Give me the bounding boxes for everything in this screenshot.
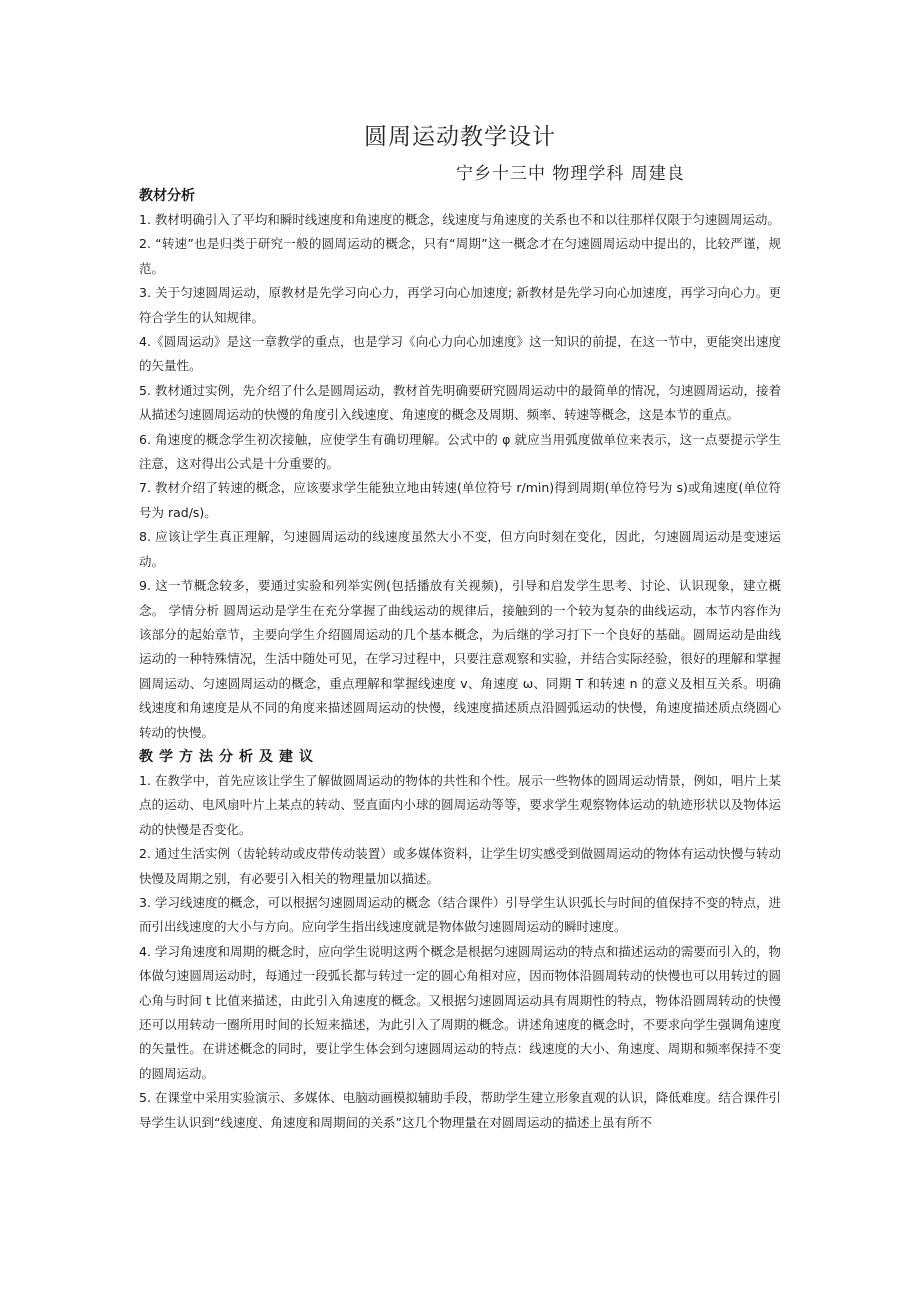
document-title: 圆周运动教学设计 <box>364 124 556 150</box>
paragraph: 2. “转速”也是归类于研究一般的圆周运动的概念，只有“周期”这一概念才在匀速圆周运动中提出的，比较严谨，规范。 <box>139 236 781 276</box>
paragraph: 7. 教材介绍了转速的概念，应该要求学生能独立地由转速(单位符号 r/min)得到周期(单位符号为 s)或角速度(单位符号为 rad/s)。 <box>139 480 781 520</box>
paragraph: 5. 教材通过实例，先介绍了什么是圆周运动，教材首先明确要研究圆周运动中的最简单的情况，匀速圆周运动，接着从描述匀速圆周运动的快慢的角度引入线速度、角速度的概念及周期、频率、转速等概念，这是本节的重点。 <box>139 382 781 423</box>
paragraph: 8. 应该让学生真正理解，匀速圆周运动的线速度虽然大小不变，但方向时刻在变化，因此，匀速圆周运动是变速运动。 <box>139 529 781 569</box>
paragraph: 3. 学习线速度的概念，可以根据匀速圆周运动的概念（结合课件）引导学生认识弧长与时间的值保持不变的特点，进而引出线速度的大小与方向。应向学生指出线速度就是物体做匀速圆周运动的瞬时速度。 <box>139 894 781 935</box>
section-heading-teaching-methods: 教学方法分析及建议 <box>139 748 319 765</box>
paragraph: 3. 关于匀速圆周运动，原教材是先学习向心力，再学习向心加速度; 新教材是先学习向心加速度，再学习向心力。更符合学生的认知规律。 <box>139 285 781 325</box>
paragraph: 5. 在课堂中采用实验演示、多媒体、电脑动画模拟辅助手段，帮助学生建立形象直观的认识，降低难度。结合课件引导学生认识到“线速度、角速度和周期间的关系”这几个物理量在对圆周运动的描述上虽有所不 <box>139 1090 781 1130</box>
paragraph: 6. 角速度的概念学生初次接触，应使学生有确切理解。公式中的 φ 就应当用弧度做单位来表示，这一点要提示学生注意，这对得出公式是十分重要的。 <box>139 431 781 472</box>
document-author: 宁乡十三中 物理学科 周建良 <box>456 164 685 184</box>
paragraph: 1. 在教学中，首先应该让学生了解做圆周运动的物体的共性和个性。展示一些物体的圆周运动情景，例如，唱片上某点的运动、电风扇叶片上某点的转动、竖直面内小球的圆周运动等等，要求学生观察物体运动的轨迹形状以及物体运动的快慢是否变化。 <box>139 772 781 837</box>
paragraph: 1. 教材明确引入了平均和瞬时线速度和角速度的概念，线速度与角速度的关系也不和以往那样仅限于匀速圆周运动。 <box>139 212 780 227</box>
paragraph: 4.《圆周运动》是这一章教学的重点，也是学习《向心力向心加速度》这一知识的前提，在这一节中，更能突出速度的矢量性。 <box>139 334 781 374</box>
document-body <box>139 184 781 1135</box>
paragraph: 9. 这一节概念较多，要通过实验和列举实例(包括播放有关视频)，引导和启发学生思考、讨论、认识现象，建立概念。 学情分析 圆周运动是学生在充分掌握了曲线运动的规律后，接触到的一个较为复杂的曲线运动，本节内容作为该部分的起始章节，主要向学生介绍圆周运动的几个基本概念，为后继的学习打下一个良好的基础。圆周运动是曲线运动的一种特殊情况，生活中随处可见，在学习过程中，只要注意观察和实验，并结合实际经验，很好的理解和掌握圆周运动、匀速圆周运动的概念，重点理解和掌握线速度 v、角速度 ω、同期 T 和转速 n 的意义及相互关系。明确线速度和角速度是从不同的角度来描述圆周运动的快慢，线速度描述质点沿圆弧运动的快慢，角速度描述质点绕圆心转动的快慢。 <box>139 578 781 740</box>
paragraph: 2. 通过生活实例（齿轮转动或皮带传动装置）或多媒体资料，让学生切实感受到做圆周运动的物体有运动快慢与转动快慢及周期之别，有必要引入相关的物理量加以描述。 <box>139 846 781 886</box>
paragraph: 4. 学习角速度和周期的概念时，应向学生说明这两个概念是根据匀速圆周运动的特点和描述运动的需要而引入的，物体做匀速圆周运动时，每通过一段弧长都与转过一定的圆心角相对应，因而物体沿圆周转动的快慢也可以用转过的圆心角与时间 t 比值来描述，由此引入角速度的概念。又根据匀速圆周运动具有周期性的特点，物体沿圆周转动的快慢还可以用转动一圈所用时间的长短来描述，为此引入了周期的概念。讲述角速度的概念时，不要求向学生强调角速度的矢量性。在讲述概念的同时，要让学生体会到匀速圆周运动的特点：线速度的大小、角速度、周期和频率保持不变的圆周运动。 <box>139 943 781 1081</box>
section-heading-textbook-analysis: 教材分析 <box>139 188 195 204</box>
